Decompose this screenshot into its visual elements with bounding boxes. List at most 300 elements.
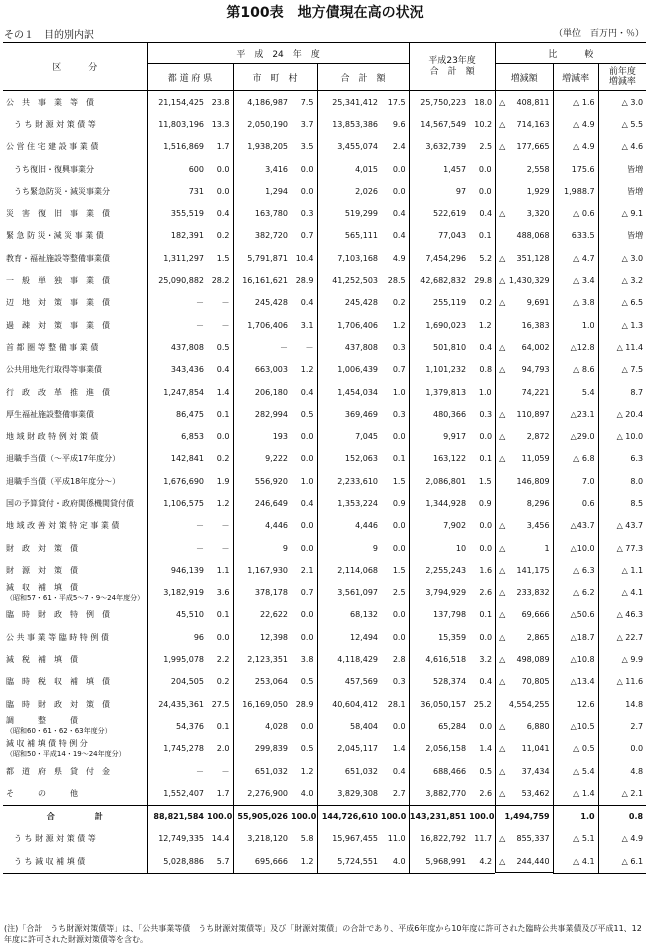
cell-value: － [147, 314, 207, 336]
row-label-main: 調 整 債 [6, 716, 78, 726]
cell-value: 3,632,739 [409, 136, 469, 158]
cell-value: 0.1 [392, 454, 406, 464]
cell-value: 16,383 [495, 314, 553, 336]
cell-value: 4,028 [233, 715, 291, 737]
cell-value: 14,567,549 [409, 113, 469, 135]
cell-value [495, 648, 553, 670]
cell-value: △ 4.1 [598, 582, 646, 604]
row-label: 緊 急 防 災・減 災 事 業 債 [6, 231, 104, 241]
diff-value: 2,865 [526, 632, 550, 642]
cell-value: 1,457 [409, 158, 469, 180]
cell-value: 204,505 [147, 671, 207, 693]
cell-value: 1,344,928 [409, 492, 469, 514]
cell-value: 143,231,851 [409, 805, 469, 828]
cell-value: △ 3.0 [598, 247, 646, 269]
cell-value: 17.5 [387, 97, 406, 107]
cell-value: 14.4 [211, 834, 230, 844]
cell-value [495, 760, 553, 782]
cell-value: 3,829,308 [317, 782, 381, 805]
cell-value [495, 359, 553, 381]
cell-value: 3,561,097 [317, 582, 381, 604]
row-label: 公共用地先行取得等事業債 [6, 365, 102, 375]
cell-value: △ 4.7 [553, 247, 598, 269]
cell-value: △ 10.0 [598, 425, 646, 447]
minus-mark: △ [499, 119, 506, 129]
cell-value: △10.0 [553, 537, 598, 559]
cell-value: 12.6 [553, 693, 598, 715]
table-row [3, 515, 646, 537]
header-h24: 平 成 24 年 度 [147, 43, 409, 64]
cell-value [495, 828, 553, 850]
cell-value: 4,015 [317, 158, 381, 180]
cell-value: 100.0 [291, 805, 317, 828]
cell-value: 565,111 [317, 225, 381, 247]
cell-value: △ 1.6 [553, 91, 598, 114]
cell-value: － [147, 537, 207, 559]
diff-value: 233,832 [516, 588, 550, 598]
diff-value: 70,805 [521, 677, 550, 687]
diff-value: 1 [544, 543, 550, 553]
cell-value: 0.9 [478, 498, 492, 508]
cell-value: 528,374 [409, 671, 469, 693]
cell-value: 0.4 [479, 342, 493, 352]
cell-value: 0.0 [300, 632, 314, 642]
row-label: 厚生福祉施設整備事業債 [6, 409, 94, 419]
cell-value: 0.0 [392, 186, 406, 196]
cell-value: 28.2 [211, 276, 230, 286]
cell-value [495, 202, 553, 224]
cell-value: 3.1 [300, 320, 314, 330]
cell-value: 41,252,503 [317, 269, 381, 291]
cell-value: 0.4 [392, 231, 406, 241]
cell-value: 0.7 [392, 365, 406, 375]
row-label: う ち 減 収 補 填 債 [3, 850, 147, 873]
cell-value: △ 7.5 [598, 359, 646, 381]
cell-value: 3,218,120 [233, 828, 291, 850]
cell-value: 11.7 [474, 834, 493, 844]
cell-value: 1,353,224 [317, 492, 381, 514]
cell-value: 5.8 [300, 834, 314, 844]
cell-value: 0.4 [300, 498, 314, 508]
cell-value: 0.0 [300, 432, 314, 442]
cell-value [495, 559, 553, 581]
cell-value: 2.4 [392, 142, 406, 152]
table-row [3, 381, 646, 403]
minus-mark: △ [499, 521, 506, 531]
row-label: 公 営 住 宅 建 設 事 業 債 [6, 142, 99, 152]
cell-value: 0.3 [392, 342, 406, 352]
cell-value: 2,123,351 [233, 648, 291, 670]
cell-value: 2.7 [392, 788, 406, 798]
cell-value [495, 582, 553, 604]
cell-value: 1,101,232 [409, 359, 469, 381]
cell-value: 2.0 [216, 744, 230, 754]
table-row [3, 425, 646, 447]
cell-value: 0.0 [300, 454, 314, 464]
cell-value: 437,808 [317, 336, 381, 358]
cell-value: 28.9 [295, 276, 314, 286]
cell-value: 10.4 [295, 253, 314, 263]
cell-value: 1.9 [216, 476, 230, 486]
cell-value [495, 715, 553, 737]
cell-value: △43.7 [553, 515, 598, 537]
cell-value: 9,917 [409, 425, 469, 447]
minus-mark: △ [499, 744, 506, 754]
cell-value [495, 626, 553, 648]
cell-value: 7,045 [317, 425, 381, 447]
cell-value: △ 6.3 [553, 559, 598, 581]
cell-value: 0.0 [479, 632, 493, 642]
cell-value: △ 4.9 [553, 113, 598, 135]
cell-value: 25,341,412 [317, 91, 381, 114]
header-h23: 平成23年度 合 計 額 [409, 43, 495, 91]
cell-value: 1,516,869 [147, 136, 207, 158]
row-label: 行 政 改 革 推 進 債 [6, 387, 110, 397]
cell-value: 4.0 [300, 788, 314, 798]
row-label: 公 共 事 業 等 債 [6, 97, 94, 107]
cell-value [495, 604, 553, 626]
cell-value: △ 3.8 [553, 292, 598, 314]
cell-value: 0.1 [479, 610, 493, 620]
cell-value: 7.0 [553, 470, 598, 492]
cell-value: 0.0 [300, 521, 314, 531]
cell-value: 600 [147, 158, 207, 180]
minus-mark: △ [499, 565, 506, 575]
cell-value: △50.6 [553, 604, 598, 626]
cell-value: 1.0 [300, 476, 314, 486]
cell-value: 1.5 [392, 565, 406, 575]
cell-value: 1,995,078 [147, 648, 207, 670]
diff-value: 3,320 [526, 209, 550, 219]
cell-value: 0.5 [300, 409, 314, 419]
table-row [3, 314, 646, 336]
table-row [3, 537, 646, 559]
cell-value: 5.7 [207, 850, 233, 873]
minus-mark: △ [499, 365, 506, 375]
cell-value: 1,676,690 [147, 470, 207, 492]
cell-value: 1,494,759 [495, 805, 553, 828]
cell-value: － [221, 320, 230, 330]
debt-table [3, 42, 646, 874]
row-label: 退職手当債（平成18年度分～） [6, 476, 121, 486]
cell-value: 5,724,551 [317, 850, 381, 873]
cell-value: 74,221 [495, 381, 553, 403]
cell-value: 0.7 [300, 231, 314, 241]
cell-value: 0.1 [479, 454, 493, 464]
cell-value: 1.1 [216, 565, 230, 575]
minus-mark: △ [499, 253, 506, 263]
row-label: 財 源 対 策 債 [6, 565, 78, 575]
cell-value: 15,967,455 [317, 828, 381, 850]
cell-value [495, 671, 553, 693]
cell-value: 0.0 [392, 164, 406, 174]
minus-mark: △ [499, 97, 506, 107]
minus-mark: △ [499, 342, 506, 352]
diff-value: 11,041 [521, 744, 550, 754]
cell-value: △ 11.6 [598, 671, 646, 693]
cell-value: 11.0 [387, 834, 406, 844]
cell-value [495, 91, 553, 113]
cell-value: 12,749,335 [147, 828, 207, 850]
cell-value: 501,810 [409, 336, 469, 358]
cell-value: 0.4 [479, 209, 493, 219]
cell-value: 3.5 [300, 142, 314, 152]
cell-value: 0.0 [300, 186, 314, 196]
cell-value: 5.2 [479, 253, 493, 263]
cell-value: 1.5 [478, 476, 492, 486]
unit-label: （単位 百万円・％） [553, 29, 644, 39]
diff-value: 855,337 [516, 834, 550, 844]
cell-value: 11,803,196 [147, 113, 207, 135]
minus-mark: △ [499, 298, 506, 308]
cell-value: 1,167,930 [233, 559, 291, 581]
cell-value: 3,455,074 [317, 136, 381, 158]
cell-value [495, 425, 553, 447]
cell-value: 0.4 [300, 387, 314, 397]
cell-value: 96 [147, 626, 207, 648]
cell-value: 9 [317, 537, 381, 559]
cell-value: 0.5 [479, 766, 493, 776]
cell-value: 522,619 [409, 202, 469, 224]
table-row [3, 738, 646, 760]
cell-value: 0.4 [392, 766, 406, 776]
header-hikaku: 比 較 [495, 43, 646, 64]
cell-value: 3.2 [479, 655, 493, 665]
cell-value: 1,247,854 [147, 381, 207, 403]
cell-value: 0.4 [216, 365, 230, 375]
row-label-note: （昭和57・61・平成5～7・9～24年度分） [6, 593, 145, 602]
cell-value: 7,902 [409, 515, 469, 537]
cell-value: 556,920 [233, 470, 291, 492]
cell-value: 255,119 [409, 292, 469, 314]
cell-value: 1,929 [495, 180, 553, 202]
cell-value: △ 5.1 [553, 828, 598, 850]
cell-value: 8.5 [598, 492, 646, 514]
table-body [3, 91, 646, 874]
minus-mark: △ [499, 766, 506, 776]
table-row [3, 136, 646, 158]
minus-mark: △ [499, 588, 506, 598]
table-row [3, 180, 646, 202]
cell-value: 8,296 [495, 492, 553, 514]
cell-value: 29.8 [474, 276, 493, 286]
cell-value: 25.2 [473, 699, 492, 709]
table-row [3, 91, 646, 114]
cell-value: 3,416 [233, 158, 291, 180]
cell-value: △ 46.3 [598, 604, 646, 626]
cell-value: △ 2.1 [598, 782, 646, 805]
cell-value [495, 292, 553, 314]
table-row [3, 828, 646, 850]
row-label: う ち 財 源 対 策 債 等 [6, 119, 96, 129]
cell-value: 0.0 [216, 632, 230, 642]
cell-value: 142,841 [147, 448, 207, 470]
cell-value: 皆増 [598, 158, 646, 180]
row-label: そ の 他 [6, 788, 78, 798]
row-label: 退職手当債（～平成17年度分） [6, 454, 121, 464]
cell-value: 480,366 [409, 403, 469, 425]
cell-value: 58,404 [317, 715, 381, 737]
diff-value: 69,666 [521, 610, 550, 620]
cell-value: 0.1 [478, 231, 492, 241]
cell-value: 1.4 [216, 387, 230, 397]
cell-value: 2.6 [479, 788, 493, 798]
cell-value: 8.7 [598, 381, 646, 403]
cell-value: 0.0 [478, 164, 492, 174]
cell-value [495, 448, 553, 470]
row-label: 過 疎 対 策 事 業 債 [6, 320, 110, 330]
cell-value: 1.0 [478, 387, 492, 397]
cell-value: 0.0 [392, 543, 406, 553]
table-row [3, 671, 646, 693]
cell-value: 皆増 [598, 180, 646, 202]
cell-value: 0.0 [479, 432, 493, 442]
cell-value: 100.0 [469, 805, 495, 828]
cell-value: 8.0 [598, 470, 646, 492]
cell-value: 0.0 [392, 610, 406, 620]
cell-value: 1,552,407 [147, 782, 207, 805]
row-label: 教育・福祉施設等整備事業債 [6, 253, 110, 263]
cell-value: 0.0 [216, 164, 230, 174]
cell-value: 1.0 [392, 387, 406, 397]
cell-value: 9,222 [233, 448, 291, 470]
cell-value: 299,839 [233, 738, 291, 760]
cell-value: 0.0 [598, 738, 646, 760]
cell-value: 3.7 [300, 119, 314, 129]
cell-value: 0.0 [392, 521, 406, 531]
cell-value: △ 22.7 [598, 626, 646, 648]
cell-value: 1,311,297 [147, 247, 207, 269]
cell-value: 1,106,575 [147, 492, 207, 514]
cell-value: 22,622 [233, 604, 291, 626]
table-row [3, 113, 646, 135]
cell-value: 0.6 [553, 492, 598, 514]
cell-value: 1.2 [300, 365, 314, 375]
row-label [3, 738, 147, 760]
cell-value: 100.0 [381, 805, 409, 828]
cell-value: 1.6 [479, 565, 493, 575]
cell-value: 14.8 [598, 693, 646, 715]
row-label: 臨 時 財 政 対 策 債 [6, 699, 110, 709]
table-row [3, 336, 646, 358]
row-label [3, 582, 147, 604]
cell-value: △ 6.2 [553, 582, 598, 604]
cell-value [495, 113, 553, 135]
cell-value [495, 738, 553, 760]
cell-value: 皆増 [598, 225, 646, 247]
cell-value: 282,994 [233, 403, 291, 425]
cell-value: 1,006,439 [317, 359, 381, 381]
minus-mark: △ [499, 409, 506, 419]
cell-value: 25,750,223 [409, 91, 469, 114]
cell-value: △ 4.9 [598, 828, 646, 850]
diff-value: 408,811 [516, 97, 550, 107]
cell-value: 0.3 [479, 409, 493, 419]
cell-value: 1.0 [553, 805, 598, 828]
cell-value: 42,682,832 [409, 269, 469, 291]
cell-value: 253,064 [233, 671, 291, 693]
cell-value: 2,114,068 [317, 559, 381, 581]
cell-value: 1,706,406 [317, 314, 381, 336]
cell-value: △ 4.9 [553, 136, 598, 158]
cell-value: 13,853,386 [317, 113, 381, 135]
cell-value: 86,475 [147, 403, 207, 425]
cell-value: △ 11.4 [598, 336, 646, 358]
cell-value: 1,938,205 [233, 136, 291, 158]
cell-value: 100.0 [207, 805, 233, 828]
cell-value: 21,154,425 [147, 91, 207, 114]
cell-value: 0.4 [392, 209, 406, 219]
row-label-note: （昭和50・平成14・19～24年度分） [6, 749, 126, 758]
cell-value: 1,706,406 [233, 314, 291, 336]
cell-value: △ 3.4 [553, 269, 598, 291]
cell-value: 0.0 [479, 543, 493, 553]
cell-value: 0.1 [216, 610, 230, 620]
cell-value: － [147, 515, 207, 537]
cell-value: 731 [147, 180, 207, 202]
cell-value: 10.2 [474, 119, 493, 129]
cell-value: 4,446 [317, 515, 381, 537]
cell-value: 2,558 [495, 158, 553, 180]
cell-value: 2,255,243 [409, 559, 469, 581]
cell-value: 2,045,117 [317, 738, 381, 760]
diff-value: 244,440 [516, 856, 550, 866]
cell-value: 28.5 [387, 276, 406, 286]
header-kubun: 区 分 [3, 43, 147, 91]
cell-value: △ 3.2 [598, 269, 646, 291]
cell-value: 2,276,900 [233, 782, 291, 805]
cell-value: 13.3 [211, 119, 230, 129]
minus-mark: △ [499, 142, 506, 152]
cell-value: △ 0.5 [553, 738, 598, 760]
cell-value: △ 4.6 [598, 136, 646, 158]
cell-value: △ 0.6 [553, 202, 598, 224]
cell-value: 4.2 [469, 850, 495, 873]
cell-value: 1,988.7 [553, 180, 598, 202]
cell-value: △ 3.0 [598, 91, 646, 114]
cell-value: 193 [233, 425, 291, 447]
cell-value: 2.5 [392, 588, 406, 598]
cell-value: 0.5 [300, 677, 314, 687]
cell-value: 45,510 [147, 604, 207, 626]
cell-value: 16,169,050 [233, 693, 291, 715]
cell-value: △29.0 [553, 425, 598, 447]
cell-value: 0.4 [479, 677, 493, 687]
cell-value: 15,359 [409, 626, 469, 648]
table-row [3, 693, 646, 715]
row-label-main: 減 収 補 填 債 [6, 582, 78, 592]
cell-value: 0.0 [392, 632, 406, 642]
cell-value: 946,139 [147, 559, 207, 581]
cell-value: 3,182,919 [147, 582, 207, 604]
cell-value: 2.2 [216, 655, 230, 665]
cell-value: 1,745,278 [147, 738, 207, 760]
cell-value: － [221, 766, 230, 776]
table-row [3, 582, 646, 604]
cell-value: 1.7 [216, 142, 230, 152]
diff-value: 177,665 [516, 142, 550, 152]
row-label-main: 減 収 補 填 債 特 例 分 [6, 738, 88, 748]
cell-value: 137,798 [409, 604, 469, 626]
row-label: 国の予算貸付・政府関係機関貸付債 [6, 498, 134, 508]
cell-value: 369,469 [317, 403, 381, 425]
cell-value: 519,299 [317, 202, 381, 224]
header-prev-rate: 前年度 増減率 [598, 64, 646, 91]
cell-value [495, 269, 553, 291]
minus-mark: △ [499, 788, 506, 798]
cell-value: △12.8 [553, 336, 598, 358]
cell-value: △ 6.8 [553, 448, 598, 470]
